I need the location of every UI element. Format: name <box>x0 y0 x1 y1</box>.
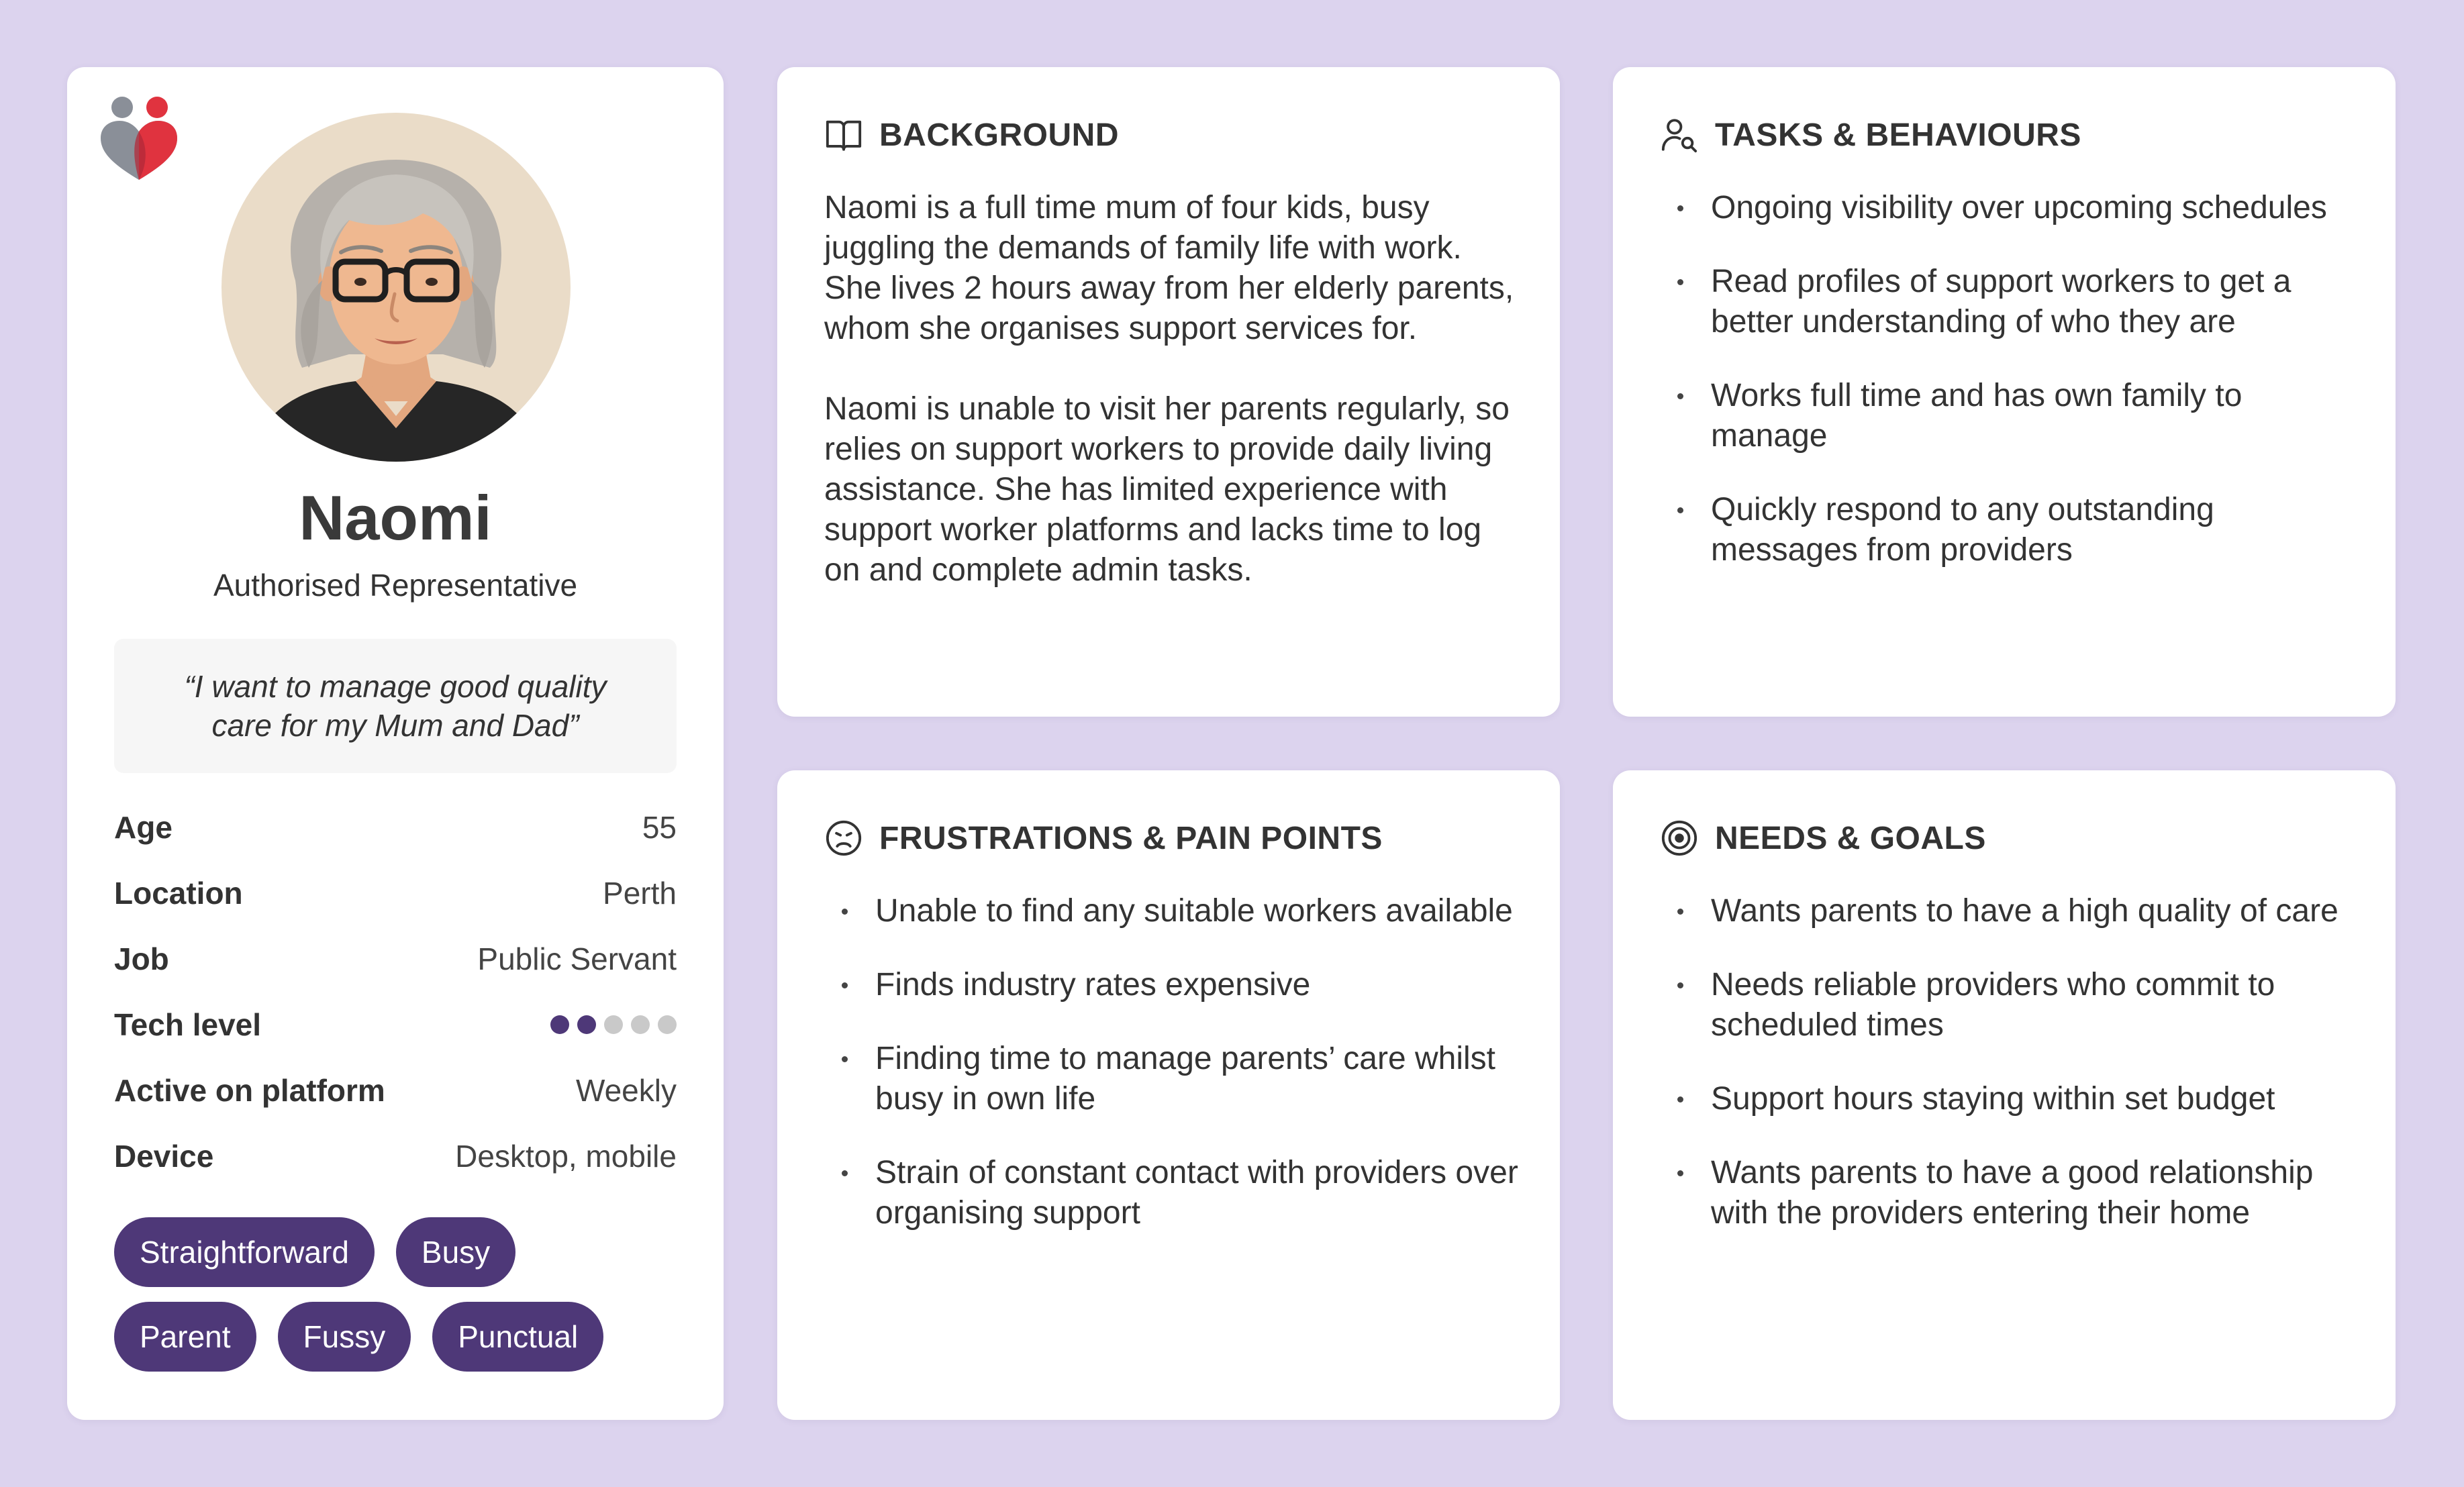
detail-row-tech-level <box>114 992 677 1058</box>
detail-value: Public Servant <box>477 941 677 976</box>
background-text <box>824 188 1522 631</box>
detail-row-location <box>114 860 677 926</box>
rating-dot-filled <box>577 1015 596 1034</box>
list-item: Ongoing visibility over upcoming schedules <box>1660 188 2358 228</box>
section-title: NEEDS & GOALS <box>1715 820 1986 856</box>
section-title: BACKGROUND <box>879 117 1119 153</box>
rating-dot-empty <box>658 1015 677 1034</box>
detail-value: 55 <box>642 810 677 845</box>
tag-pill: Punctual <box>432 1302 603 1372</box>
user-search-icon <box>1660 115 1699 154</box>
tag-row <box>114 1217 691 1287</box>
list-item: Works full time and has own family to manage <box>1660 376 2358 456</box>
section-header <box>1660 111 2081 158</box>
tag-pill: Parent <box>114 1302 256 1372</box>
list-item: Support hours staying within set budget <box>1660 1079 2358 1119</box>
detail-label: Device <box>114 1139 214 1174</box>
detail-label: Tech level <box>114 1007 262 1042</box>
detail-row-active <box>114 1058 677 1123</box>
tag-pill: Straightforward <box>114 1217 375 1287</box>
list-item: Wants parents to have a high quality of care <box>1660 891 2358 931</box>
detail-row-job <box>114 926 677 992</box>
list-item: Needs reliable providers who commit to scheduled times <box>1660 965 2358 1045</box>
persona-role: Authorised Representative <box>213 568 578 603</box>
tech-level-rating <box>550 1015 677 1034</box>
persona-details <box>114 794 677 1189</box>
list-item: Strain of constant contact with providers over organising support <box>824 1153 1522 1233</box>
detail-label: Job <box>114 941 169 976</box>
detail-value: Desktop, mobile <box>455 1139 677 1174</box>
tasks-behaviours-card <box>1613 67 2396 717</box>
book-icon <box>824 115 863 154</box>
detail-row-age <box>114 794 677 860</box>
persona-quote: “I want to manage good quality care for my Mum and Dad” <box>114 639 677 773</box>
frown-face-icon <box>824 819 863 858</box>
needs-list <box>1660 891 2358 1267</box>
section-title: FRUSTRATIONS & PAIN POINTS <box>879 820 1383 856</box>
background-card <box>777 67 1560 717</box>
detail-label: Age <box>114 810 173 845</box>
needs-goals-card <box>1613 770 2396 1420</box>
tag-pill: Fussy <box>278 1302 411 1372</box>
tasks-list <box>1660 188 2358 604</box>
persona-name: Naomi <box>299 482 492 553</box>
heart-people-icon <box>97 94 181 181</box>
detail-value: Perth <box>603 876 677 911</box>
list-item: Finding time to manage parents’ care whilst busy in own life <box>824 1039 1522 1119</box>
list-item: Read profiles of support workers to get a better understanding of who they are <box>1660 262 2358 342</box>
section-header <box>824 815 1383 862</box>
persona-tags <box>114 1217 691 1386</box>
section-title: TASKS & BEHAVIOURS <box>1715 117 2081 153</box>
tag-pill: Busy <box>396 1217 515 1287</box>
persona-profile-card <box>67 67 724 1420</box>
background-paragraph: Naomi is a full time mum of four kids, busy juggling the demands of family life with work. She lives 2 hours away from her elderly parents, whom she organises support services for. <box>824 190 1514 346</box>
section-header <box>824 111 1119 158</box>
avatar <box>221 113 571 462</box>
list-item: Wants parents to have a good relationship with the providers entering their home <box>1660 1153 2358 1233</box>
target-icon <box>1660 819 1699 858</box>
detail-row-device <box>114 1123 677 1189</box>
list-item: Unable to find any suitable workers available <box>824 891 1522 931</box>
list-item: Quickly respond to any outstanding messages from providers <box>1660 490 2358 570</box>
frustrations-card <box>777 770 1560 1420</box>
list-item: Finds industry rates expensive <box>824 965 1522 1005</box>
detail-label: Active on platform <box>114 1073 385 1108</box>
frustrations-list <box>824 891 1522 1267</box>
section-header <box>1660 815 1986 862</box>
rating-dot-filled <box>550 1015 569 1034</box>
tag-row <box>114 1302 691 1372</box>
background-paragraph: Naomi is unable to visit her parents regularly, so relies on support workers to provide daily living assistance. She has limited experience with support worker platforms and lacks time to log on and complete admin tasks. <box>824 391 1510 588</box>
detail-label: Location <box>114 876 243 911</box>
rating-dot-empty <box>604 1015 623 1034</box>
detail-value: Weekly <box>576 1073 677 1108</box>
rating-dot-empty <box>631 1015 650 1034</box>
